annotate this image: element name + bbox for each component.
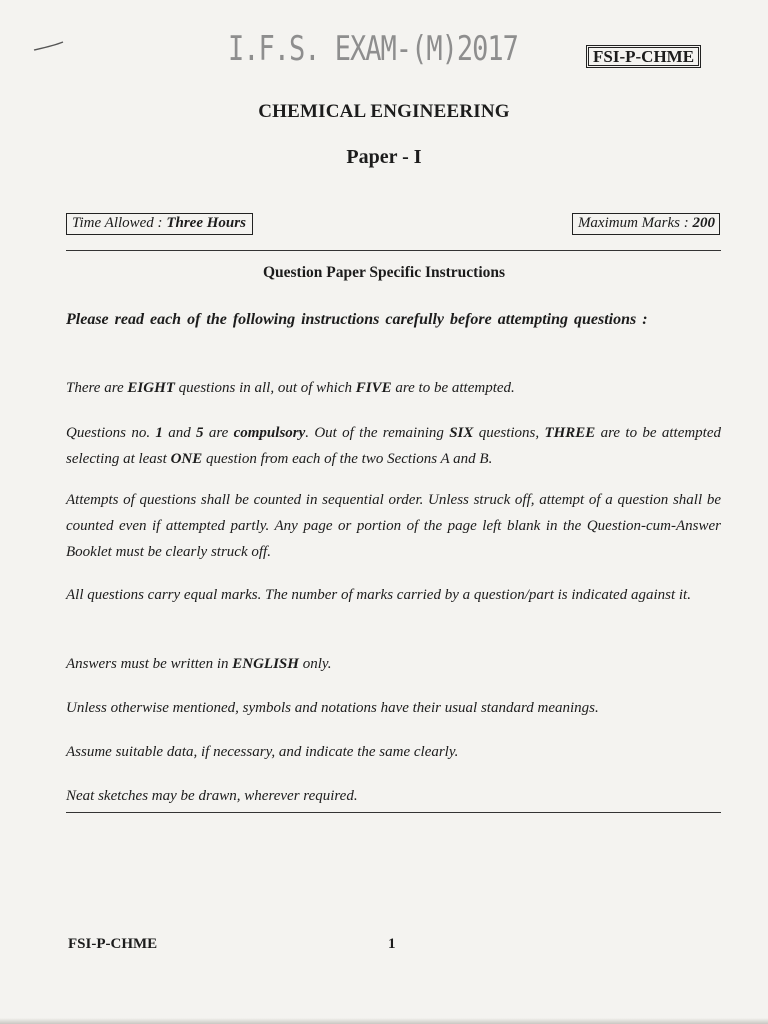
- instructions-heading: Question Paper Specific Instructions: [262, 264, 506, 281]
- instructions-lead: Please read each of the following instructions carefully before attempting questions :: [66, 311, 648, 328]
- instruction-compulsory: Questions no. 1 and 5 are compulsory. Out of the remaining SIX questions, THREE are to be attempted selecting at least ONE question from each of the two Sections A and B.: [66, 425, 722, 467]
- maximum-marks-box: [572, 213, 720, 235]
- divider-bottom: [66, 812, 721, 813]
- paper-number: Paper - I: [346, 146, 422, 168]
- instruction-notation: Unless otherwise mentioned, symbols and notations have their usual standard meanings.: [66, 700, 599, 716]
- marks-value: 200: [692, 215, 715, 231]
- instruction-question-count: There are EIGHT questions in all, out of which FIVE are to be attempted.: [66, 380, 515, 396]
- subject-title: CHEMICAL ENGINEERING: [258, 101, 510, 122]
- time-label: Time Allowed :: [72, 215, 163, 231]
- pen-mark: [33, 40, 65, 52]
- footer-paper-code: FSI-P-CHME: [68, 936, 158, 952]
- time-value: Three Hours: [166, 215, 246, 231]
- instruction-data: Assume suitable data, if necessary, and indicate the same clearly.: [66, 744, 459, 760]
- exam-stamp: I.F.S. EXAM-(M)2017: [228, 30, 518, 69]
- divider-top: [66, 250, 721, 251]
- page-number: 1: [388, 936, 396, 952]
- instruction-marks: All questions carry equal marks. The number of marks carried by a question/part is indicated against it.: [66, 587, 691, 603]
- instruction-language: Answers must be written in ENGLISH only.: [66, 656, 332, 672]
- paper-code-box: FSI-P-CHME: [586, 45, 701, 68]
- scan-edge: [0, 1018, 768, 1024]
- time-allowed-box: [66, 213, 253, 235]
- instruction-sketches: Neat sketches may be drawn, wherever required.: [66, 788, 358, 804]
- marks-label: Maximum Marks :: [577, 215, 689, 231]
- instruction-attempt-order: Attempts of questions shall be counted in sequential order. Unless struck off, attempt of a question shall be counted even if attempted partly. Any page or portion of the page left blank in the Question-cum-Answer Booklet must be clearly struck off.: [66, 492, 721, 560]
